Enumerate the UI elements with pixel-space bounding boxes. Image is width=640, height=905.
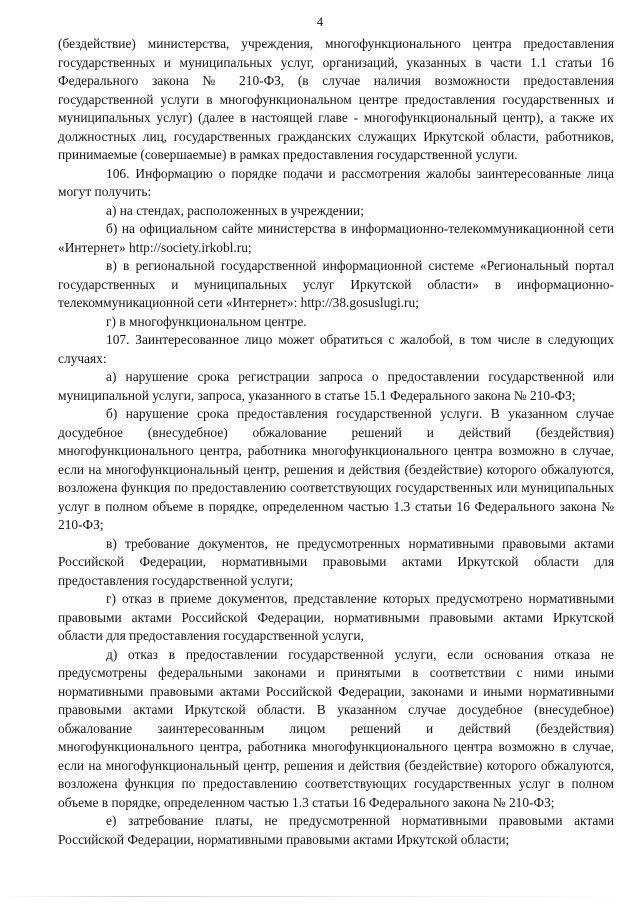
page-number: 4 (316, 15, 324, 29)
paragraph-continuation: (бездействие) министерства, учреждения, многофункционального центра предоставления государственных и муниципальных услуг, организаций, указанных в части 1.1 статьи 16 Федерального закона № 210-ФЗ, (в случае наличия возможности предоставления государственной услуги в многофункциональном центре предоставления государственных и муниципальных услуг) (далее в настоящей главе - многофункциональный центр), а также их должностных лиц, государственных гражданских служащих Иркутской области, работников, принимаемые (совершаемые) в рамках предоставления государственной услуги. (58, 36, 614, 162)
list-item-107-b: б) нарушение срока предоставления государственной услуги. В указанном случае досудебное (внесудебное) обжалование решений и действий (бездействия) многофункционального центра, работника многофункционального центра возможно в случае, если на многофункциональный центр, решения и действия (бездействие) которого обжалуются, возложена функция по предоставлению соответствующих государственных или муниципальных услуг в полном объеме в порядке, определенном частью 1.3 статьи 16 Федерального закона № 210-ФЗ; (58, 406, 614, 532)
list-item-107-a: а) нарушение срока регистрации запроса о предоставлении государственной или муниципальной услуги, запроса, указанного в статье 15.1 Федерального закона № 210-ФЗ; (58, 369, 614, 403)
paragraph-107: 107. Заинтересованное лицо может обратиться с жалобой, в том числе в следующих случаях: (58, 332, 614, 366)
paragraph-106: 106. Информацию о порядке подачи и рассмотрения жалобы заинтересованные лица могут получить: (58, 165, 614, 199)
list-item-106-g: г) в многофункциональном центре. (106, 313, 307, 329)
document-body (58, 35, 614, 849)
list-item-107-e: е) затребование платы, не предусмотренной нормативными правовыми актами Российской Федерации, нормативными правовыми актами Иркутской области; (58, 813, 614, 847)
list-item-107-v: в) требование документов, не предусмотренных нормативными правовыми актами Российской Федерации, нормативными правовыми актами Иркутской области для предоставления государственной услуги; (58, 535, 614, 588)
scan-edge-line (0, 896, 640, 897)
list-item-106-b: б) на официальном сайте министерства в информационно-телекоммуникационной сети «Интернет» http://society.irkobl.ru; (58, 221, 614, 255)
list-item-107-g: г) отказ в приеме документов, представление которых предусмотрено нормативными правовыми актами Российской Федерации, нормативными правовыми актами Иркутской области для предоставления государственной услуги, (58, 591, 614, 643)
list-item-106-v: в) в региональной государственной информационной системе «Региональный портал государственных и муниципальных услуг Иркутской области» в информационно-телекоммуникационной сети «Интернет»: http://38.gosuslugi.ru; (58, 258, 614, 310)
list-item-106-a: а) на стендах, расположенных в учреждении; (106, 202, 364, 218)
list-item-107-d: д) отказ в предоставлении государственной услуги, если основания отказа не предусмотрены федеральными законами и принятыми в соответствии с ними иными нормативными правовыми актами Российской Федерации, законами и иными нормативными правовыми актами Иркутской области. В указанном случае досудебное (внесудебное) обжалование заинтересованным лицом решений и действий (бездействия) многофункционального центра, работника многофункционального центра возможно в случае, если на многофункциональный центр, решения и действия (бездействие) которого обжалуются, возложена функция по предоставлению соответствующих государственных услуг в полном объеме в порядке, определенном частью 1.3 статьи 16 Федерального закона № 210-ФЗ; (58, 646, 614, 810)
